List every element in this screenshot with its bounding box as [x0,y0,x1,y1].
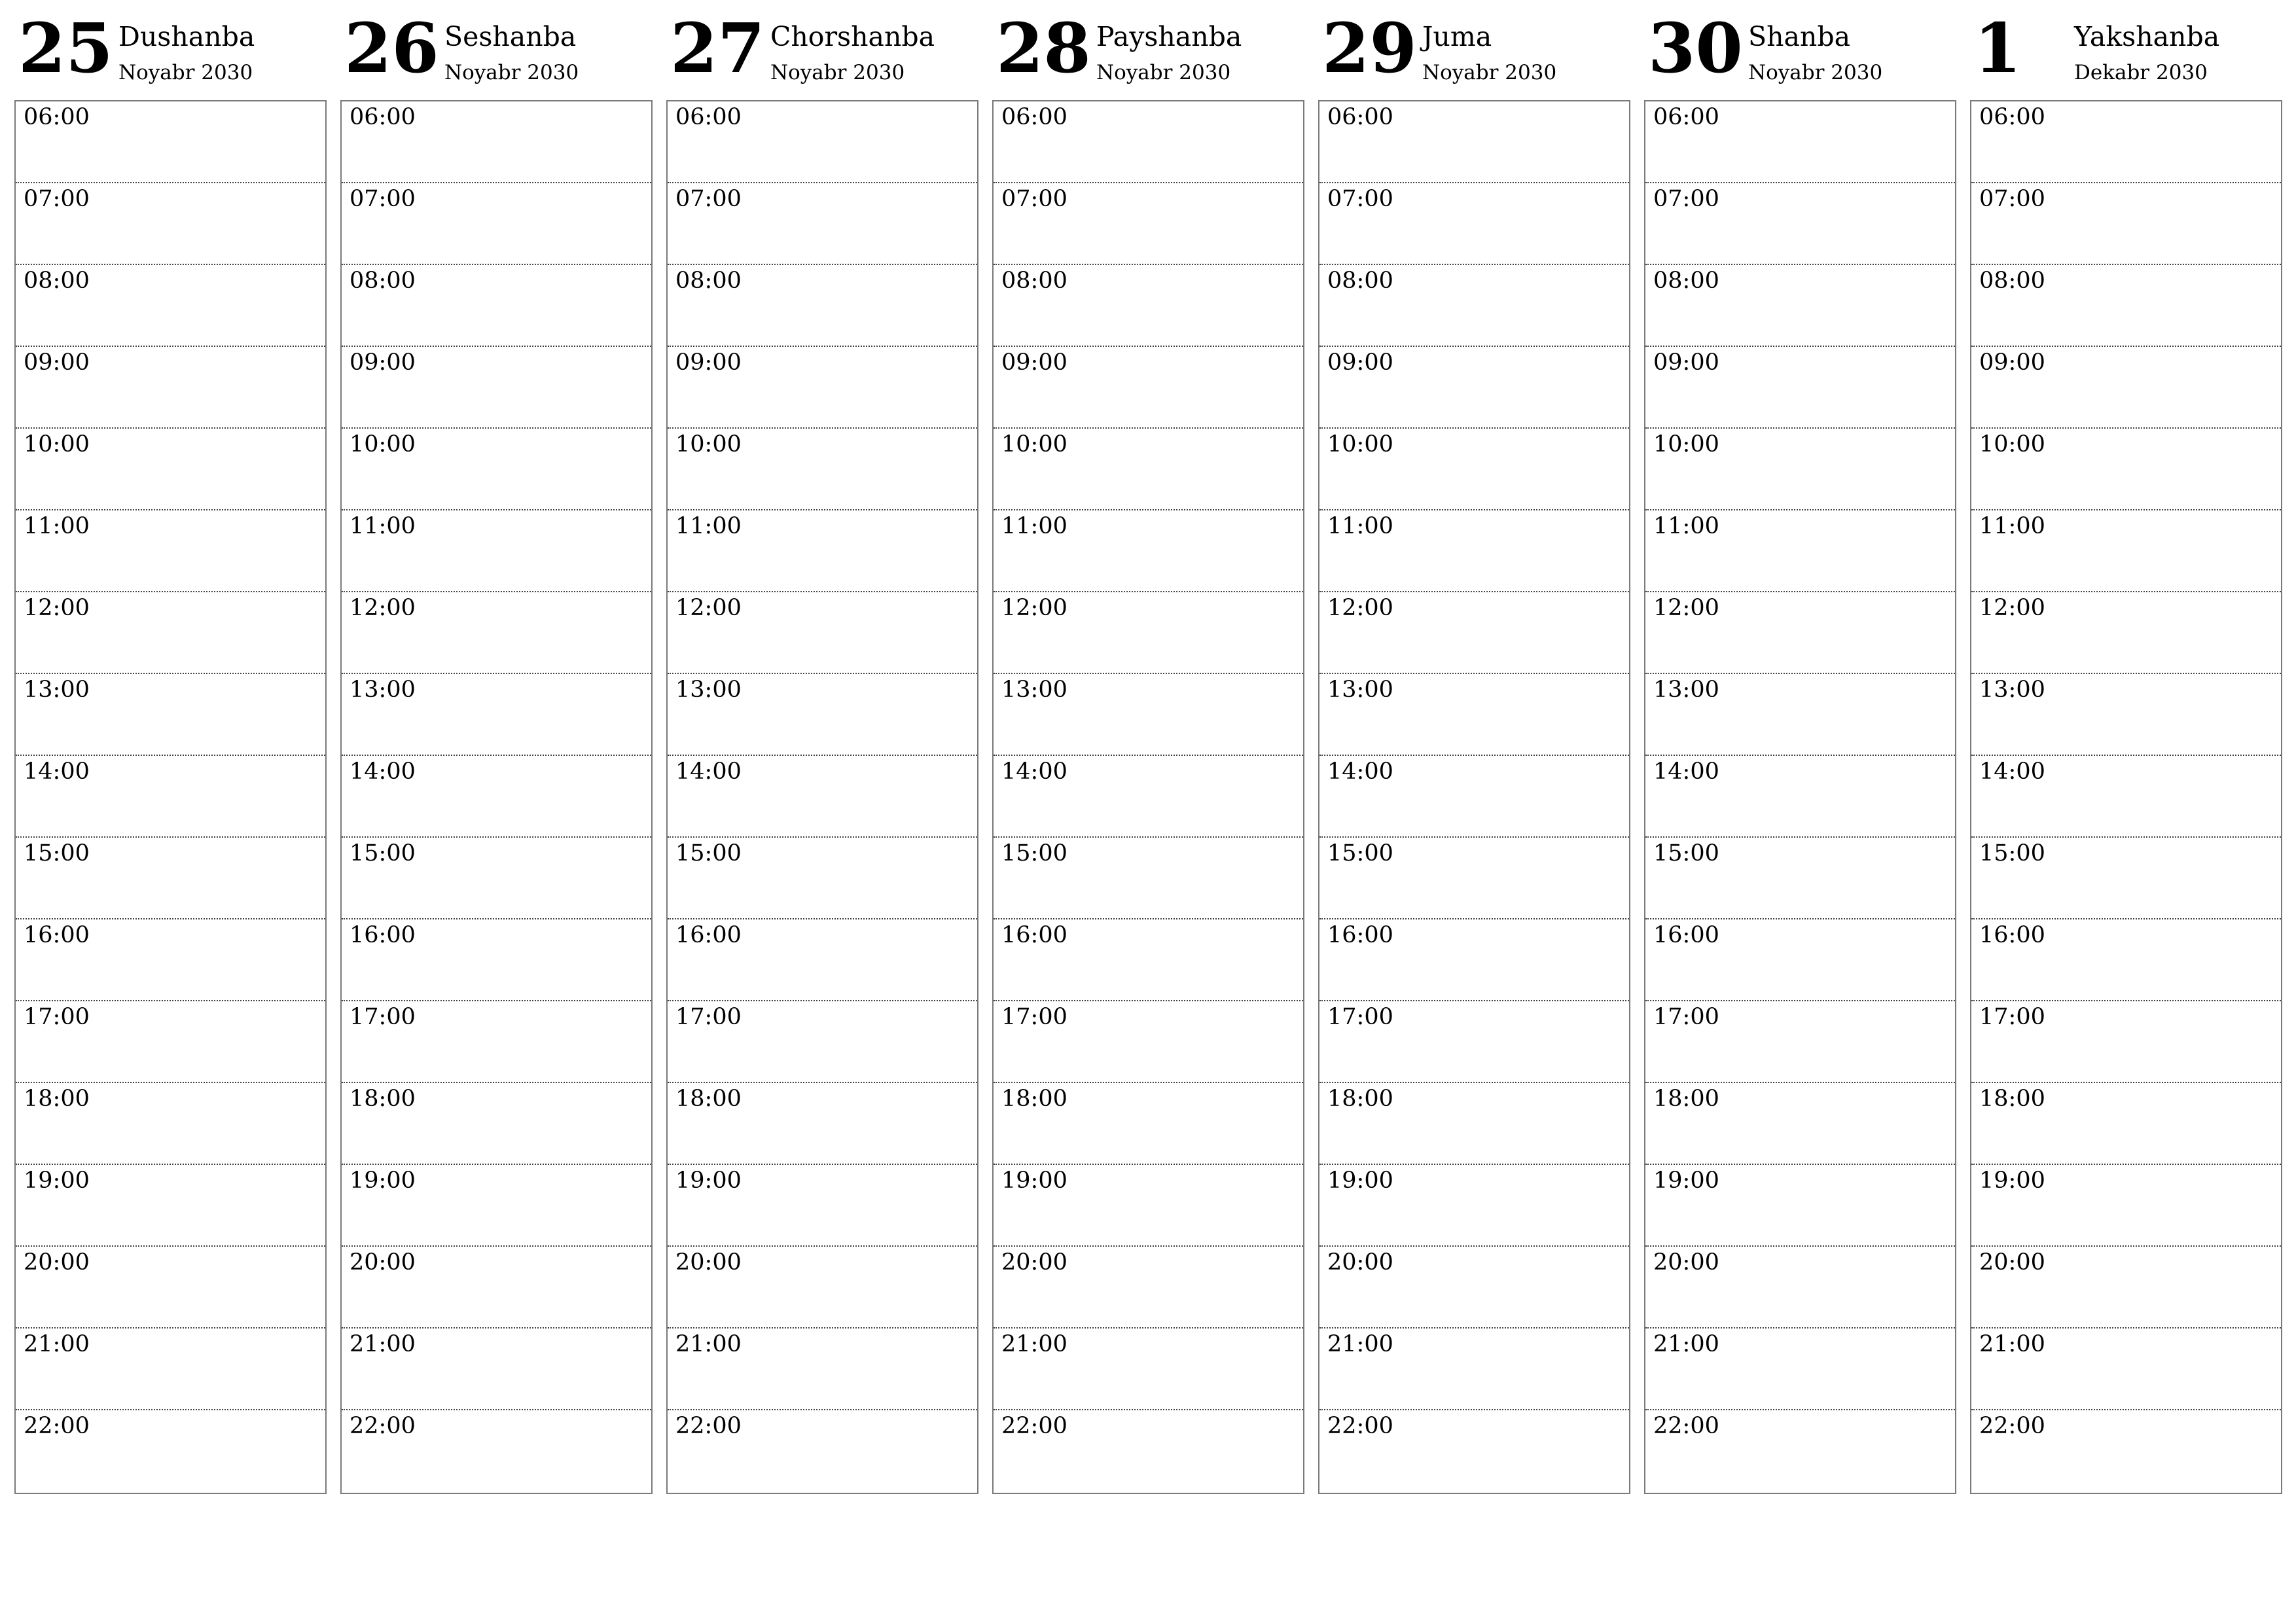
hour-label: 18:00 [1653,1086,1719,1112]
hour-slot[interactable] [1971,101,2281,183]
hour-slot[interactable] [994,592,1303,674]
hour-label: 19:00 [350,1168,416,1194]
hour-label: 20:00 [1979,1249,2045,1275]
hour-label: 10:00 [1653,431,1719,457]
hour-label: 19:00 [24,1168,90,1194]
hour-label: 13:00 [1327,677,1393,703]
hour-label: 17:00 [1001,1004,1067,1030]
hour-label: 18:00 [1001,1086,1067,1112]
hour-slot[interactable] [342,838,651,919]
hour-slot[interactable] [1645,1165,1955,1247]
hour-label: 15:00 [675,840,742,866]
hour-slot[interactable] [1971,183,2281,265]
hour-slot[interactable] [668,1329,977,1410]
hour-label: 10:00 [675,431,742,457]
hour-slot[interactable] [1645,919,1955,1001]
hour-slot[interactable] [16,1083,325,1165]
hour-slot[interactable] [16,429,325,510]
hour-label: 06:00 [24,104,90,130]
hour-label: 09:00 [1327,349,1393,376]
hour-label: 09:00 [1653,349,1719,376]
hour-label: 09:00 [350,349,416,376]
hour-slot[interactable] [342,183,651,265]
hour-slot[interactable] [668,1165,977,1247]
hour-slot[interactable] [342,1165,651,1247]
hour-label: 22:00 [24,1413,90,1439]
hour-slot[interactable] [668,265,977,347]
hour-label: 21:00 [24,1331,90,1357]
hours-box [1318,100,1630,1494]
hour-label: 17:00 [350,1004,416,1030]
hour-slot[interactable] [668,1410,977,1492]
hour-label: 08:00 [675,268,742,294]
hour-label: 07:00 [1979,186,2045,212]
hour-label: 22:00 [350,1413,416,1439]
hour-slot[interactable] [1971,1410,2281,1492]
hour-slot[interactable] [16,265,325,347]
hour-label: 12:00 [1653,595,1719,621]
hour-label: 12:00 [350,595,416,621]
hour-slot[interactable] [1645,1410,1955,1492]
hour-slot[interactable] [668,183,977,265]
hour-label: 15:00 [1653,840,1719,866]
hour-label: 08:00 [24,268,90,294]
hour-slot[interactable] [1645,1083,1955,1165]
hour-label: 20:00 [675,1249,742,1275]
hour-label: 13:00 [675,677,742,703]
hour-label: 18:00 [1979,1086,2045,1112]
hours-box [992,100,1304,1494]
hour-label: 22:00 [1327,1413,1393,1439]
hour-label: 06:00 [1979,104,2045,130]
hours-box [666,100,978,1494]
hour-slot[interactable] [668,347,977,429]
hour-slot[interactable] [16,1165,325,1247]
hour-label: 10:00 [350,431,416,457]
hour-label: 09:00 [24,349,90,376]
day-month: Noyabr 2030 [1096,61,1231,84]
hour-label: 16:00 [1653,922,1719,948]
hour-slot[interactable] [16,1410,325,1492]
hour-slot[interactable] [342,347,651,429]
hour-slot[interactable] [342,510,651,592]
day-header [1970,0,2282,98]
day-weekday: Dushanba [118,21,255,52]
hour-slot[interactable] [16,919,325,1001]
hour-label: 11:00 [675,513,742,539]
hour-slot[interactable] [668,838,977,919]
hour-slot[interactable] [1319,1247,1629,1329]
hour-label: 16:00 [675,922,742,948]
hour-label: 06:00 [1653,104,1719,130]
hour-label: 06:00 [1327,104,1393,130]
hour-label: 07:00 [350,186,416,212]
hour-label: 15:00 [350,840,416,866]
hour-label: 10:00 [1327,431,1393,457]
hour-slot[interactable] [1971,1329,2281,1410]
hour-label: 07:00 [1327,186,1393,212]
hour-label: 16:00 [1979,922,2045,948]
hour-label: 09:00 [675,349,742,376]
hour-label: 10:00 [24,431,90,457]
day-header [1644,0,1956,98]
day-number: 26 [344,8,439,88]
hour-slot[interactable] [16,756,325,838]
day-weekday: Chorshanba [770,21,935,52]
day-weekday: Seshanba [444,21,577,52]
hour-label: 06:00 [350,104,416,130]
hour-slot[interactable] [1971,1247,2281,1329]
hour-slot[interactable] [1971,1083,2281,1165]
hour-label: 20:00 [1001,1249,1067,1275]
hour-slot[interactable] [994,1247,1303,1329]
hour-label: 14:00 [1327,758,1393,785]
hour-label: 11:00 [1979,513,2045,539]
day-header [1318,0,1630,98]
day-number: 28 [996,8,1091,88]
hours-box [14,100,327,1494]
hour-slot[interactable] [342,674,651,756]
hour-slot[interactable] [342,429,651,510]
day-header [340,0,653,98]
hour-slot[interactable] [16,674,325,756]
hour-slot[interactable] [16,1329,325,1410]
hour-slot[interactable] [16,101,325,183]
hour-slot[interactable] [668,674,977,756]
hour-slot[interactable] [342,101,651,183]
day-column-saturday [1644,0,1956,1499]
hour-slot[interactable] [1319,101,1629,183]
day-month: Dekabr 2030 [2074,61,2208,84]
hour-label: 22:00 [1979,1413,2045,1439]
hour-label: 17:00 [1979,1004,2045,1030]
hour-slot[interactable] [994,1329,1303,1410]
hour-label: 19:00 [1327,1168,1393,1194]
hour-label: 14:00 [1979,758,2045,785]
day-month: Noyabr 2030 [444,61,579,84]
hour-slot[interactable] [1319,347,1629,429]
hour-slot[interactable] [1319,1001,1629,1083]
hour-slot[interactable] [1319,674,1629,756]
hour-label: 13:00 [1653,677,1719,703]
hour-label: 15:00 [1327,840,1393,866]
hour-label: 08:00 [1653,268,1719,294]
hour-slot[interactable] [1971,756,2281,838]
hour-slot[interactable] [1645,1247,1955,1329]
day-column-wednesday [666,0,978,1499]
hour-slot[interactable] [668,919,977,1001]
hour-label: 19:00 [1653,1168,1719,1194]
day-header [666,0,978,98]
hour-slot[interactable] [1971,347,2281,429]
hour-label: 08:00 [1979,268,2045,294]
hour-label: 21:00 [1327,1331,1393,1357]
hour-slot[interactable] [1971,919,2281,1001]
hour-slot[interactable] [16,592,325,674]
hour-label: 18:00 [24,1086,90,1112]
day-column-thursday [992,0,1304,1499]
hour-label: 19:00 [1979,1168,2045,1194]
hour-slot[interactable] [1645,429,1955,510]
hour-label: 18:00 [350,1086,416,1112]
hour-slot[interactable] [342,265,651,347]
hour-slot[interactable] [16,838,325,919]
hour-label: 20:00 [1653,1249,1719,1275]
day-header [992,0,1304,98]
hour-slot[interactable] [1971,429,2281,510]
hour-slot[interactable] [1645,347,1955,429]
hour-slot[interactable] [994,347,1303,429]
hour-slot[interactable] [994,429,1303,510]
hour-label: 11:00 [350,513,416,539]
hour-label: 16:00 [350,922,416,948]
hour-slot[interactable] [342,756,651,838]
hour-label: 08:00 [1001,268,1067,294]
hour-label: 07:00 [1653,186,1719,212]
hour-label: 12:00 [675,595,742,621]
hour-label: 19:00 [1001,1168,1067,1194]
hour-slot[interactable] [1319,183,1629,265]
hour-label: 17:00 [1653,1004,1719,1030]
hour-slot[interactable] [1971,674,2281,756]
hour-label: 22:00 [675,1413,742,1439]
hour-slot[interactable] [994,838,1303,919]
hour-slot[interactable] [1645,838,1955,919]
hour-slot[interactable] [1971,1001,2281,1083]
hour-label: 14:00 [1001,758,1067,785]
hour-label: 09:00 [1979,349,2045,376]
hour-label: 13:00 [24,677,90,703]
hour-slot[interactable] [994,101,1303,183]
hour-label: 07:00 [675,186,742,212]
hour-label: 21:00 [675,1331,742,1357]
hour-slot[interactable] [342,1001,651,1083]
hour-label: 16:00 [1327,922,1393,948]
hour-slot[interactable] [1319,838,1629,919]
hour-label: 17:00 [675,1004,742,1030]
hour-slot[interactable] [668,101,977,183]
hour-label: 22:00 [1653,1413,1719,1439]
hour-label: 12:00 [1327,595,1393,621]
hour-label: 11:00 [1327,513,1393,539]
hour-slot[interactable] [342,592,651,674]
hour-label: 06:00 [1001,104,1067,130]
day-month: Noyabr 2030 [118,61,253,84]
hour-label: 15:00 [24,840,90,866]
hour-label: 09:00 [1001,349,1067,376]
hour-label: 21:00 [350,1331,416,1357]
hour-label: 07:00 [1001,186,1067,212]
hour-slot[interactable] [668,756,977,838]
hour-label: 07:00 [24,186,90,212]
hour-slot[interactable] [1645,674,1955,756]
day-number: 1 [1974,8,2022,88]
hours-box [340,100,653,1494]
hour-slot[interactable] [994,265,1303,347]
hour-slot[interactable] [1645,510,1955,592]
hour-label: 16:00 [1001,922,1067,948]
hour-slot[interactable] [1319,1410,1629,1492]
day-weekday: Shanba [1748,21,1851,52]
hour-slot[interactable] [994,674,1303,756]
hour-slot[interactable] [668,592,977,674]
day-column-monday [14,0,327,1499]
hour-slot[interactable] [1971,510,2281,592]
hour-label: 11:00 [24,513,90,539]
hour-label: 18:00 [675,1086,742,1112]
hour-label: 21:00 [1653,1331,1719,1357]
hour-slot[interactable] [1319,756,1629,838]
hour-slot[interactable] [1645,592,1955,674]
hour-slot[interactable] [994,1083,1303,1165]
hour-slot[interactable] [1971,838,2281,919]
day-number: 25 [18,8,113,88]
hour-slot[interactable] [16,1247,325,1329]
hour-slot[interactable] [668,429,977,510]
hour-slot[interactable] [342,919,651,1001]
hour-label: 13:00 [1001,677,1067,703]
hour-label: 16:00 [24,922,90,948]
day-weekday: Payshanba [1096,21,1242,52]
day-month: Noyabr 2030 [1422,61,1557,84]
hour-slot[interactable] [994,919,1303,1001]
day-column-friday [1318,0,1630,1499]
hours-box [1644,100,1956,1494]
hour-slot[interactable] [16,1001,325,1083]
hour-label: 08:00 [350,268,416,294]
hour-label: 15:00 [1979,840,2045,866]
hour-slot[interactable] [668,1247,977,1329]
hour-label: 20:00 [1327,1249,1393,1275]
hour-label: 12:00 [1001,595,1067,621]
hour-slot[interactable] [994,183,1303,265]
hour-slot[interactable] [1645,1329,1955,1410]
hour-label: 12:00 [24,595,90,621]
hour-slot[interactable] [1319,510,1629,592]
hour-slot[interactable] [668,510,977,592]
day-header [14,0,327,98]
hour-slot[interactable] [1319,1165,1629,1247]
hour-label: 10:00 [1001,431,1067,457]
day-month: Noyabr 2030 [1748,61,1883,84]
day-number: 29 [1322,8,1417,88]
hour-slot[interactable] [16,347,325,429]
hour-slot[interactable] [1645,756,1955,838]
hour-slot[interactable] [1645,1001,1955,1083]
hour-slot[interactable] [1319,1329,1629,1410]
hour-label: 11:00 [1001,513,1067,539]
hour-slot[interactable] [994,1165,1303,1247]
hour-slot[interactable] [994,1001,1303,1083]
hour-label: 13:00 [1979,677,2045,703]
hour-slot[interactable] [994,756,1303,838]
day-column-sunday [1970,0,2282,1499]
hour-label: 17:00 [24,1004,90,1030]
hour-label: 14:00 [350,758,416,785]
hour-label: 10:00 [1979,431,2045,457]
hour-label: 21:00 [1001,1331,1067,1357]
hour-slot[interactable] [342,1410,651,1492]
day-weekday: Yakshanba [2074,21,2220,52]
hour-slot[interactable] [1319,429,1629,510]
hour-slot[interactable] [1319,1083,1629,1165]
hour-label: 08:00 [1327,268,1393,294]
hour-slot[interactable] [1971,1165,2281,1247]
hour-label: 22:00 [1001,1413,1067,1439]
day-month: Noyabr 2030 [770,61,905,84]
hour-label: 18:00 [1327,1086,1393,1112]
hour-label: 06:00 [675,104,742,130]
hour-slot[interactable] [342,1247,651,1329]
hour-label: 13:00 [350,677,416,703]
hour-slot[interactable] [1319,919,1629,1001]
hour-label: 14:00 [1653,758,1719,785]
hour-slot[interactable] [342,1083,651,1165]
hours-box [1970,100,2282,1494]
hour-label: 14:00 [675,758,742,785]
hour-slot[interactable] [668,1083,977,1165]
hour-slot[interactable] [342,1329,651,1410]
hour-label: 12:00 [1979,595,2045,621]
hour-label: 15:00 [1001,840,1067,866]
hour-slot[interactable] [1645,183,1955,265]
hour-slot[interactable] [16,510,325,592]
hour-label: 19:00 [675,1168,742,1194]
hour-label: 21:00 [1979,1331,2045,1357]
hour-label: 17:00 [1327,1004,1393,1030]
hour-slot[interactable] [994,510,1303,592]
hour-slot[interactable] [1971,265,2281,347]
day-column-tuesday [340,0,653,1499]
hour-slot[interactable] [668,1001,977,1083]
hour-label: 11:00 [1653,513,1719,539]
hour-slot[interactable] [1645,265,1955,347]
hour-label: 14:00 [24,758,90,785]
day-number: 30 [1648,8,1743,88]
hour-slot[interactable] [1319,265,1629,347]
day-weekday: Juma [1422,21,1492,52]
hour-slot[interactable] [16,183,325,265]
hour-slot[interactable] [1319,592,1629,674]
hour-slot[interactable] [994,1410,1303,1492]
hour-label: 20:00 [350,1249,416,1275]
hour-slot[interactable] [1971,592,2281,674]
hour-label: 20:00 [24,1249,90,1275]
day-number: 27 [670,8,765,88]
hour-slot[interactable] [1645,101,1955,183]
